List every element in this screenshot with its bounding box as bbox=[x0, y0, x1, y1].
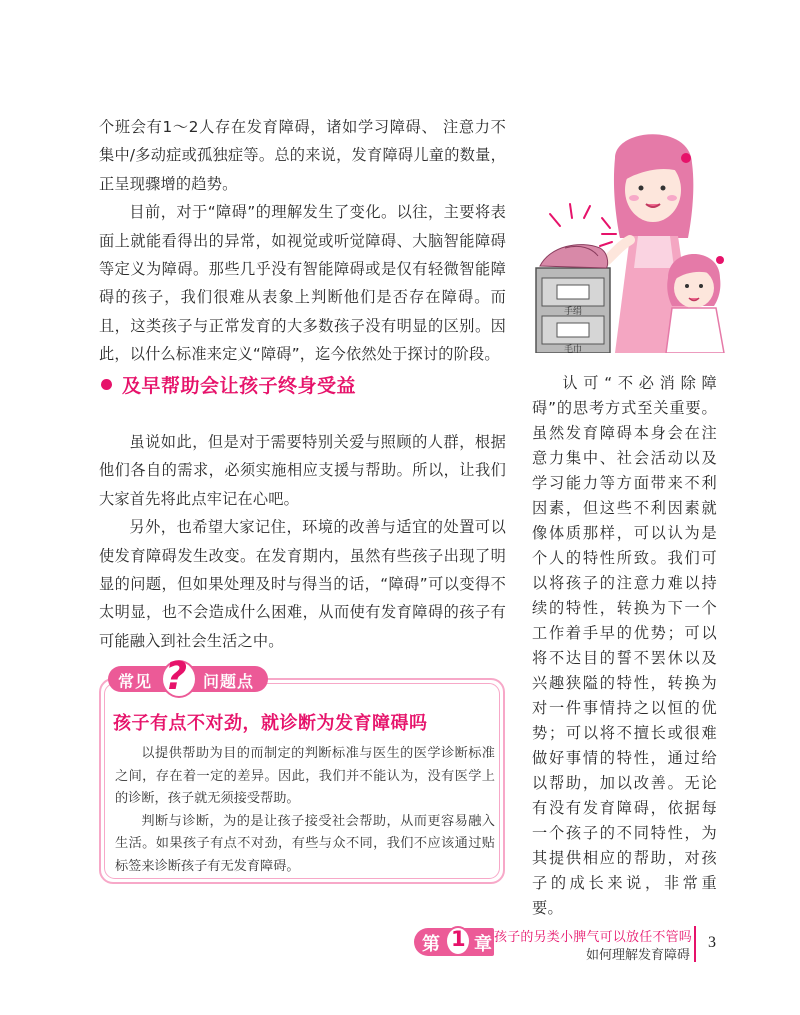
page-footer bbox=[410, 920, 730, 962]
paragraph-4: 另外，也希望大家记住，环境的改善与适宜的处置可以使发育障碍发生改变。在发育期内，虽然有些孩子出现了明显的问题，但如果处理及时与得当的话，“障碍”可以变得不太明显，也不会造成什么困难，从而使有发育障碍的孩子有可能融入到社会生活之中。 bbox=[99, 518, 506, 650]
tab-label-left: 常见 bbox=[118, 672, 153, 691]
section-heading bbox=[101, 371, 521, 398]
footer-subtitle: 如何理解发育障碍 bbox=[585, 948, 690, 963]
chapter-badge bbox=[414, 928, 494, 956]
intro-text-block bbox=[99, 113, 506, 369]
question-body-paragraph-2: 判断与诊断，为的是让孩子接受社会帮助，从而更容易融入生活。如果孩子有点不对劲，有些与众不同，我们不应该通过贴标签来诊断孩子有无发育障碍。 bbox=[115, 813, 495, 874]
question-body-paragraph-1: 以提供帮助为目的而制定的判断标准与医生的医学诊断标准之间，存在着一定的差异。因此，我们并不能认为，没有医学上的诊断，孩子就无须接受帮助。 bbox=[115, 746, 495, 807]
drawer-label-top: 手绢 bbox=[564, 307, 583, 317]
side-column-text bbox=[532, 371, 717, 921]
chapter-number: 1 bbox=[451, 927, 466, 951]
question-title: 孩子有点不对劲，就诊断为发育障碍吗 bbox=[113, 713, 428, 734]
question-mark-icon: ? bbox=[165, 654, 188, 698]
footer-chapter-title: 孩子的另类小脾气可以放任不管吗 bbox=[494, 930, 693, 945]
chapter-prefix: 第 bbox=[422, 934, 440, 955]
side-paragraph: 认可“不必消除障碍”的思考方式至关重要。虽然发育障碍本身会在注意力集中、社会活动以及学习能力等方面带来不利因素，但这些不利因素就像体质那样，可以认为是个人的特性所致。我们可以将孩子的注意力难以持续的特性，转换为下一个工作着手早的优势；可以将不达目的誓不罢休以及兴趣狭隘的特性，转换为对一件事情持之以恒的优势；可以将不擅长或很难做好事情的特性，通过给以帮助，加以改善。无论有没有发育障碍，依据每一个孩子的不同特性，为其提供相应的帮助，对孩子的成长来说，非常重要。 bbox=[532, 374, 717, 917]
page-number: 3 bbox=[708, 934, 716, 951]
bullet-dot-icon bbox=[101, 379, 112, 390]
question-body bbox=[115, 743, 495, 879]
mother-child-illustration bbox=[520, 118, 725, 353]
paragraph-1: 个班会有1～2人存在发育障碍，诸如学习障碍、 注意力不集中/多动症或孤独症等。总的来说，发育障碍儿童的数量，正呈现骤增的趋势。 bbox=[99, 118, 506, 193]
paragraph-2: 目前，对于“障碍”的理解发生了变化。以往，主要将表面上就能看得出的异常，如视觉或听觉障碍、大脑智能障碍等定义为障碍。那些几乎没有智能障碍或是仅有轻微智能障碍的孩子，我们很难从表象上判断他们是否存在障碍。而且，这类孩子与正常发育的大多数孩子没有明显的区别。因此，以什么标准来定义“障碍”，迄今依然处于探讨的阶段。 bbox=[99, 203, 506, 364]
tab-label-right: 问题点 bbox=[203, 672, 255, 691]
drawer-label-bottom: 毛巾 bbox=[564, 345, 583, 355]
chapter-suffix: 章 bbox=[474, 934, 492, 955]
section-heading-text: 及早帮助会让孩子终身受益 bbox=[122, 375, 357, 397]
paragraph-3: 虽说如此，但是对于需要特别关爱与照顾的人群，根据他们各自的需求，必须实施相应支援与帮助。所以，让我们大家首先将此点牢记在心吧。 bbox=[99, 433, 506, 508]
body-text-block bbox=[99, 428, 506, 655]
question-box-tab bbox=[100, 654, 268, 698]
footer-divider bbox=[694, 926, 696, 962]
